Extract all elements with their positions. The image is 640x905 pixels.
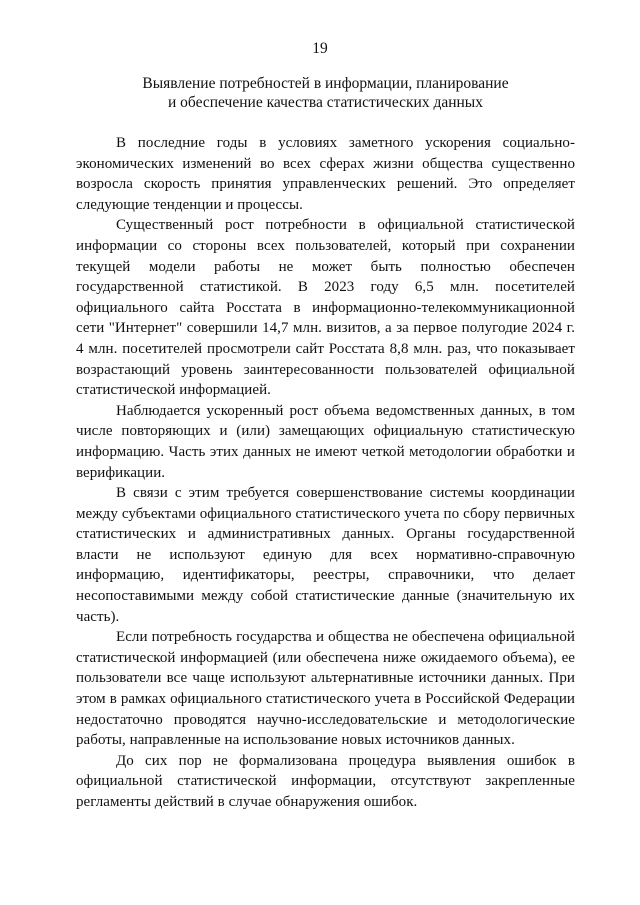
paragraph: Если потребность государства и общества не обеспечена официальной статистической информацией (или обеспечена ниже ожидаемого объема), ее пользователи все чаще используют альтернативные источники данных. При этом в рамках официального статистического учета в Российской Федерации недостаточно проводятся научно-исследовательские и методологические работы, направленные на использование новых источников данных.	[76, 629, 575, 749]
section-heading-line-1: Выявление потребностей в информации, планирование	[142, 75, 509, 92]
paragraph: Наблюдается ускоренный рост объема ведомственных данных, в том числе повторяющих и (или) замещающих официальную статистическую информацию. Часть этих данных не имеют четкой методологии обработки и верификации.	[76, 402, 575, 481]
paragraph: Существенный рост потребности в официальной статистической информации со стороны всех пользователей, который при сохранении текущей модели работы не может быть полностью обеспечен государственной статистикой. В 2023 году 6,5 млн. посетителей официального сайта Росстата в информационно-телекоммуникационной сети "Интернет" совершили 14,7 млн. визитов, а за первое полугодие 2024 г. 4 млн. посетителей просмотрели сайт Росстата 8,8 млн. раз, что показывает возрастающий уровень заинтересованности пользователей официальной статистической информацией.	[76, 217, 575, 399]
paragraph: В связи с этим требуется совершенствование системы координации между субъектами официального статистического учета по сбору первичных статистических и административных данных. Органы государственной власти не используют единую для всех нормативно-справочную информацию, идентификаторы, реестры, справочники, что делает несопоставимыми между собой статистические данные (значительную их часть).	[76, 485, 575, 625]
body-text	[76, 133, 575, 813]
paragraph: В последние годы в условиях заметного ускорения социально-экономических изменений во всех сферах жизни общества существенно возросла скорость принятия управленческих решений. Это определяет следующие тенденции и процессы.	[76, 135, 575, 213]
section-heading-line-2: и обеспечение качества статистических данных	[168, 94, 483, 111]
page-number: 19	[312, 40, 328, 57]
section-heading	[76, 74, 575, 112]
paragraph: До сих пор не формализована процедура выявления ошибок в официальной статистической информации, отсутствуют закрепленные регламенты действий в случае обнаружения ошибок.	[76, 752, 575, 810]
